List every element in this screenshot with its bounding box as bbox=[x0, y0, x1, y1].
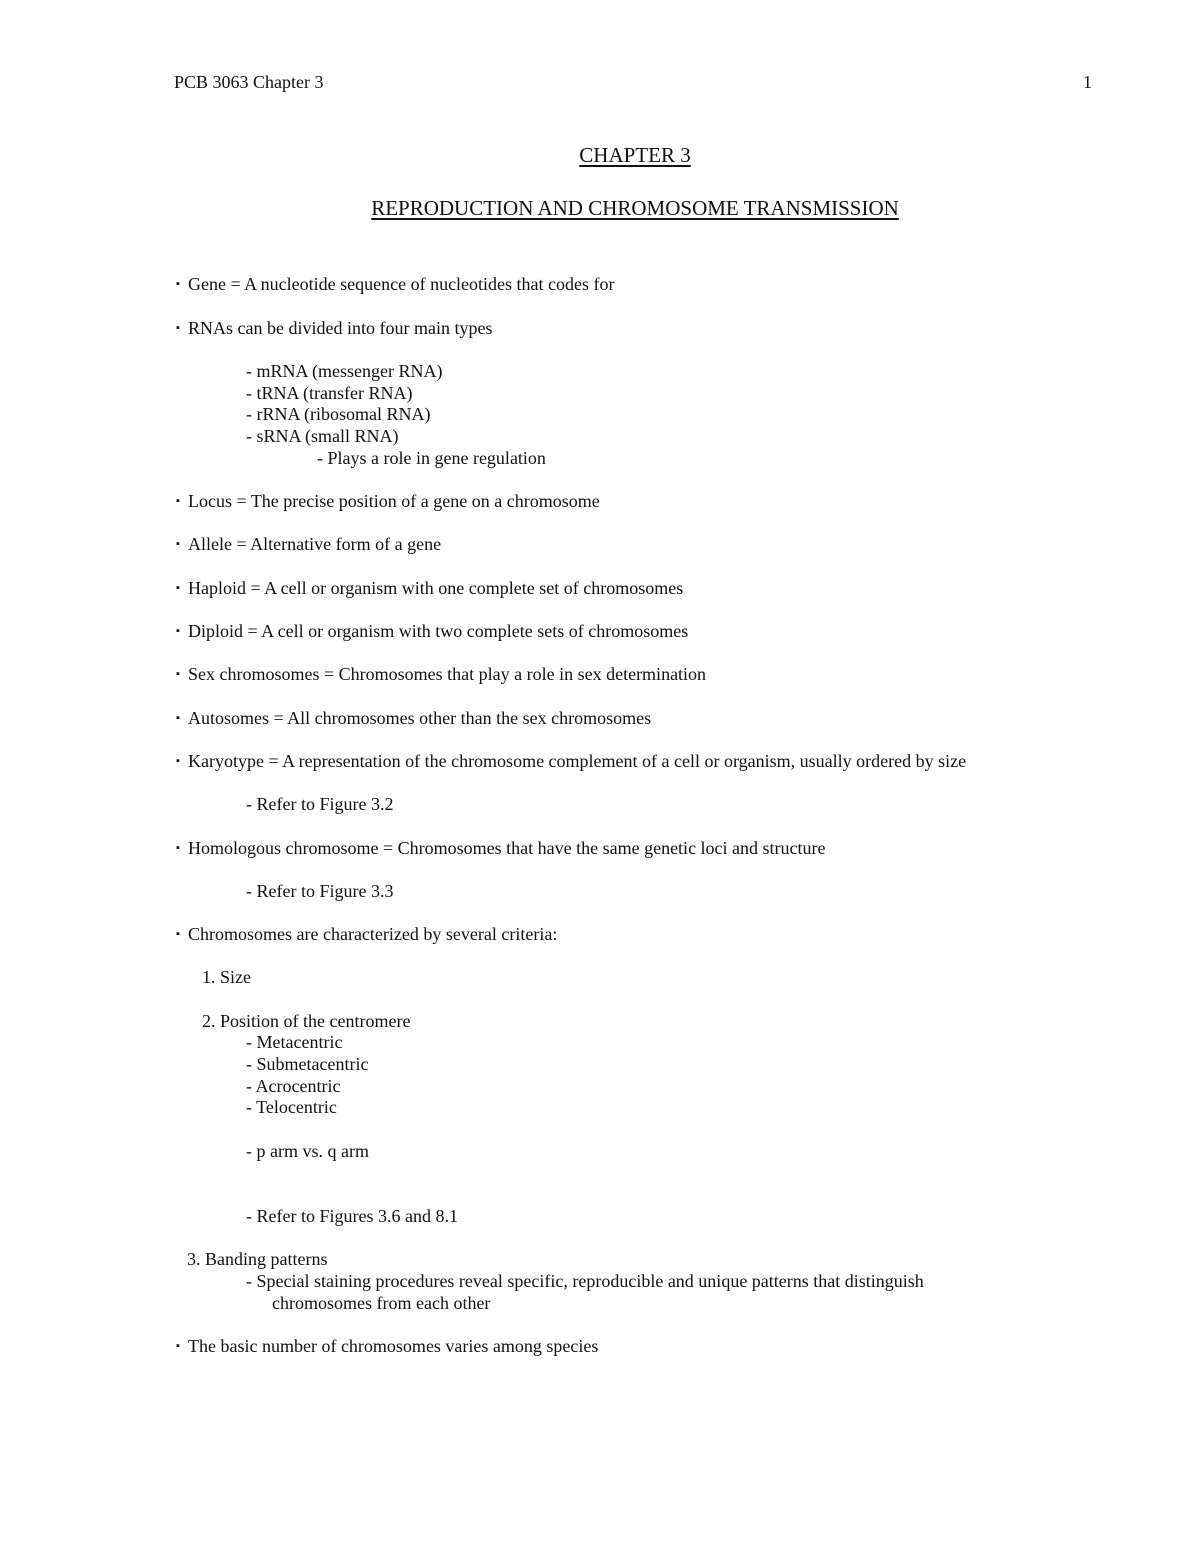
bullet-marker: ▪ bbox=[176, 495, 180, 507]
item-locus: Locus = The precise position of a gene on a chromosome bbox=[188, 491, 600, 511]
item-autosomes: Autosomes = All chromosomes other than the sex chromosomes bbox=[188, 708, 652, 728]
centromere-metacentric: - Metacentric bbox=[246, 1032, 343, 1052]
item-karyotype: Karyotype = A representation of the chromosome complement of a cell or organism, usually ordered by size bbox=[188, 751, 967, 771]
item-allele: Allele = Alternative form of a gene bbox=[188, 534, 442, 554]
rna-type-rrna: - rRNA (ribosomal RNA) bbox=[246, 404, 431, 424]
bullet-marker: ▪ bbox=[176, 625, 180, 637]
bullet-marker: ▪ bbox=[176, 842, 180, 854]
bullet-marker: ▪ bbox=[176, 538, 180, 550]
chapter-subtitle: REPRODUCTION AND CHROMOSOME TRANSMISSION bbox=[371, 196, 899, 220]
item-homologous: Homologous chromosome = Chromosomes that have the same genetic loci and structure bbox=[188, 838, 826, 858]
banding-note-line1: - Special staining procedures reveal specific, reproducible and unique patterns that distinguish bbox=[246, 1271, 924, 1291]
arms-comparison: - p arm vs. q arm bbox=[246, 1141, 369, 1161]
criteria-size: 1. Size bbox=[202, 967, 251, 987]
banding-note-line2: chromosomes from each other bbox=[272, 1293, 491, 1313]
arms-figure-ref: - Refer to Figures 3.6 and 8.1 bbox=[246, 1206, 458, 1226]
bullet-marker: ▪ bbox=[176, 1340, 180, 1352]
rna-type-trna: - tRNA (transfer RNA) bbox=[246, 383, 413, 403]
bullet-marker: ▪ bbox=[176, 668, 180, 680]
bullet-marker: ▪ bbox=[176, 928, 180, 940]
bullet-marker: ▪ bbox=[176, 712, 180, 724]
karyotype-figure-ref: - Refer to Figure 3.2 bbox=[246, 794, 394, 814]
centromere-telocentric: - Telocentric bbox=[246, 1097, 337, 1117]
item-sex-chromosomes: Sex chromosomes = Chromosomes that play a role in sex determination bbox=[188, 664, 707, 684]
running-header-course: PCB 3063 Chapter 3 bbox=[174, 72, 324, 92]
item-haploid: Haploid = A cell or organism with one complete set of chromosomes bbox=[188, 578, 684, 598]
bullet-marker: ▪ bbox=[176, 278, 180, 290]
bullet-marker: ▪ bbox=[176, 582, 180, 594]
bullet-marker: ▪ bbox=[176, 755, 180, 767]
item-basic-number: The basic number of chromosomes varies among species bbox=[188, 1336, 599, 1356]
criteria-banding: 3. Banding patterns bbox=[187, 1249, 328, 1269]
chapter-title: CHAPTER 3 bbox=[579, 143, 691, 167]
page-number: 1 bbox=[1083, 72, 1092, 92]
centromere-submetacentric: - Submetacentric bbox=[246, 1054, 369, 1074]
centromere-acrocentric: - Acrocentric bbox=[246, 1076, 341, 1096]
item-rnas: RNAs can be divided into four main types bbox=[188, 318, 493, 338]
rna-type-srna: - sRNA (small RNA) bbox=[246, 426, 399, 446]
item-diploid: Diploid = A cell or organism with two complete sets of chromosomes bbox=[188, 621, 689, 641]
item-gene: Gene = A nucleotide sequence of nucleotides that codes for bbox=[188, 274, 615, 294]
item-criteria: Chromosomes are characterized by several criteria: bbox=[188, 924, 558, 944]
rna-type-mrna: - mRNA (messenger RNA) bbox=[246, 361, 443, 381]
srna-note: - Plays a role in gene regulation bbox=[317, 448, 546, 468]
homologous-figure-ref: - Refer to Figure 3.3 bbox=[246, 881, 394, 901]
criteria-position: 2. Position of the centromere bbox=[202, 1011, 411, 1031]
bullet-marker: ▪ bbox=[176, 322, 180, 334]
